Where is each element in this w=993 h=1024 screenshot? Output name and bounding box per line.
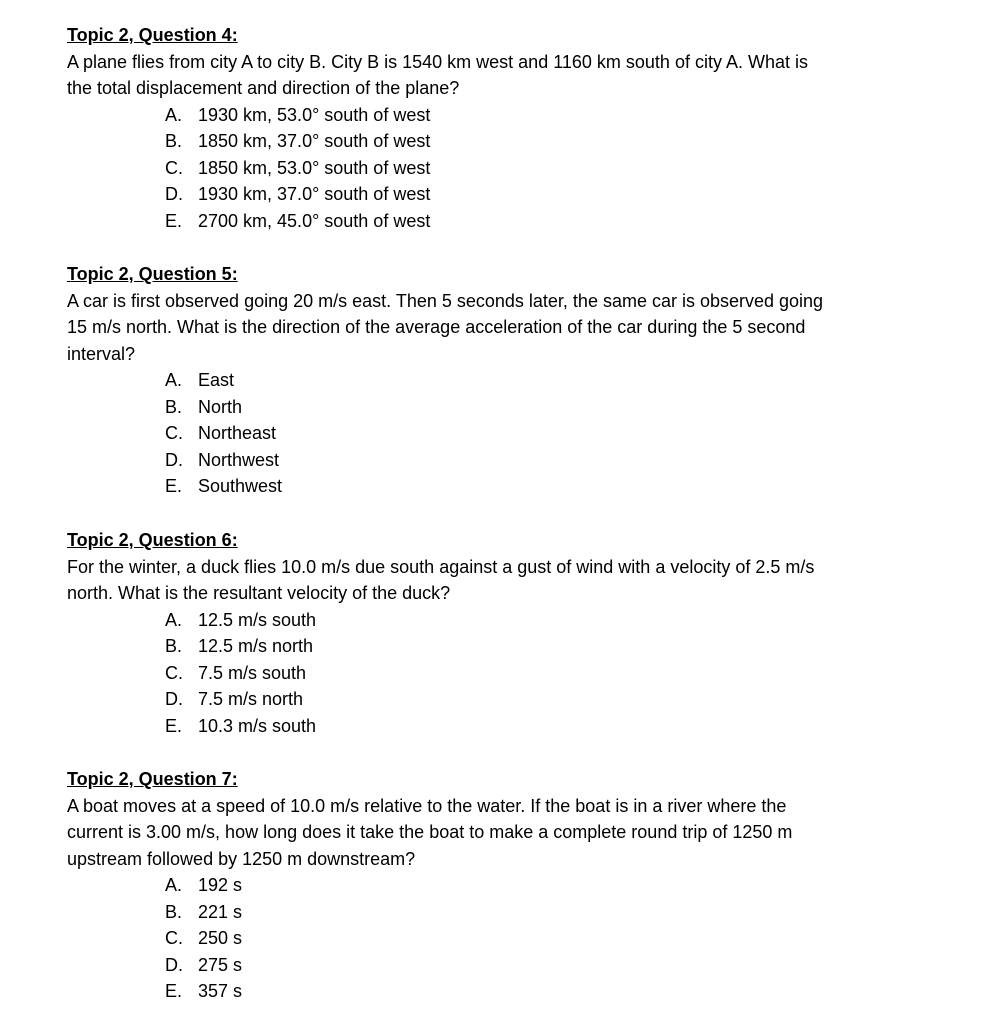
option-letter: B. — [165, 636, 183, 656]
option-text: Northwest — [198, 449, 280, 470]
option-text: 1850 km, 53.0° south of west — [198, 157, 431, 178]
answer-options — [67, 367, 927, 500]
answer-option — [165, 872, 927, 899]
answer-option — [165, 102, 927, 129]
question-title: Topic 2, Question 6: — [67, 530, 238, 550]
option-text: 275 s — [198, 954, 243, 975]
answer-option — [165, 181, 927, 208]
answer-option — [165, 128, 927, 155]
question-title: Topic 2, Question 7: — [67, 769, 238, 789]
option-text: North — [198, 396, 243, 417]
answer-option — [165, 686, 927, 713]
option-letter: A. — [165, 104, 183, 125]
option-letter: E. — [165, 476, 183, 496]
question-text-line: the total displacement and direction of the plane? — [67, 78, 460, 98]
question-text-line: north. What is the resultant velocity of the duck? — [67, 583, 451, 603]
question-text-line: 15 m/s north. What is the direction of the average acceleration of the car during the 5 second — [67, 317, 806, 337]
option-text: 221 s — [198, 901, 243, 922]
option-text: 10.3 m/s south — [198, 715, 317, 736]
answer-option — [165, 925, 927, 952]
question-title: Topic 2, Question 4: — [67, 25, 238, 45]
question-text-line: upstream followed by 1250 m downstream? — [67, 848, 416, 869]
option-letter: E. — [165, 715, 183, 736]
answer-option — [165, 633, 927, 660]
question-text — [67, 793, 927, 873]
option-text: Southwest — [198, 476, 283, 496]
option-text: 1850 km, 37.0° south of west — [198, 131, 431, 151]
answer-options — [67, 872, 927, 1005]
answer-option — [165, 420, 927, 447]
answer-option — [165, 394, 927, 421]
question-text-line: A boat moves at a speed of 10.0 m/s relative to the water. If the boat is in a river where the — [67, 795, 787, 816]
question-block-5 — [67, 261, 927, 500]
option-letter: C. — [165, 157, 183, 178]
answer-option — [165, 899, 927, 926]
option-text: 7.5 m/s north — [198, 689, 304, 709]
option-letter: B. — [165, 131, 183, 151]
option-letter: D. — [165, 449, 183, 470]
option-letter: B. — [165, 396, 183, 417]
answer-option — [165, 473, 927, 500]
option-text: 7.5 m/s south — [198, 662, 307, 683]
question-block-6 — [67, 527, 927, 739]
option-text: 12.5 m/s south — [198, 609, 317, 630]
answer-option — [165, 660, 927, 687]
question-title: Topic 2, Question 5: — [67, 264, 238, 284]
answer-option — [165, 447, 927, 474]
question-text-line: A car is first observed going 20 m/s east. Then 5 seconds later, the same car is observed going — [67, 290, 824, 311]
option-text: 1930 km, 53.0° south of west — [198, 104, 431, 125]
question-text-line: current is 3.00 m/s, how long does it take the boat to make a complete round trip of 1250 m — [67, 822, 793, 842]
option-letter: A. — [165, 609, 183, 630]
question-block-4 — [67, 22, 927, 234]
option-letter: C. — [165, 662, 183, 683]
question-text-line: A plane flies from city A to city B. City B is 1540 km west and 1160 km south of city A. What is — [67, 51, 808, 72]
option-letter: E. — [165, 981, 183, 1001]
answer-option — [165, 713, 927, 740]
option-text: 357 s — [198, 981, 243, 1001]
option-text: Northeast — [198, 423, 277, 443]
answer-option — [165, 367, 927, 394]
option-letter: B. — [165, 901, 183, 922]
option-text: East — [198, 370, 235, 390]
option-text: 1930 km, 37.0° south of west — [198, 184, 431, 204]
question-block-7 — [67, 766, 927, 1005]
question-text-line: For the winter, a duck flies 10.0 m/s due south against a gust of wind with a velocity of 2.5 m/s — [67, 556, 815, 577]
answer-option — [165, 978, 927, 1005]
option-text: 12.5 m/s north — [198, 636, 314, 656]
question-text — [67, 554, 927, 607]
option-letter: C. — [165, 423, 183, 443]
option-text: 2700 km, 45.0° south of west — [198, 210, 431, 231]
answer-options — [67, 102, 927, 235]
answer-option — [165, 952, 927, 979]
option-letter: C. — [165, 928, 183, 948]
option-letter: D. — [165, 954, 183, 975]
answer-option — [165, 607, 927, 634]
option-letter: D. — [165, 689, 183, 709]
option-text: 192 s — [198, 875, 243, 895]
option-text: 250 s — [198, 928, 243, 948]
option-letter: A. — [165, 370, 183, 390]
question-text — [67, 49, 927, 102]
question-text-line: interval? — [67, 343, 136, 364]
answer-option — [165, 208, 927, 235]
question-text — [67, 288, 927, 368]
answer-options — [67, 607, 927, 740]
option-letter: A. — [165, 875, 183, 895]
option-letter: E. — [165, 210, 183, 231]
answer-option — [165, 155, 927, 182]
option-letter: D. — [165, 184, 183, 204]
